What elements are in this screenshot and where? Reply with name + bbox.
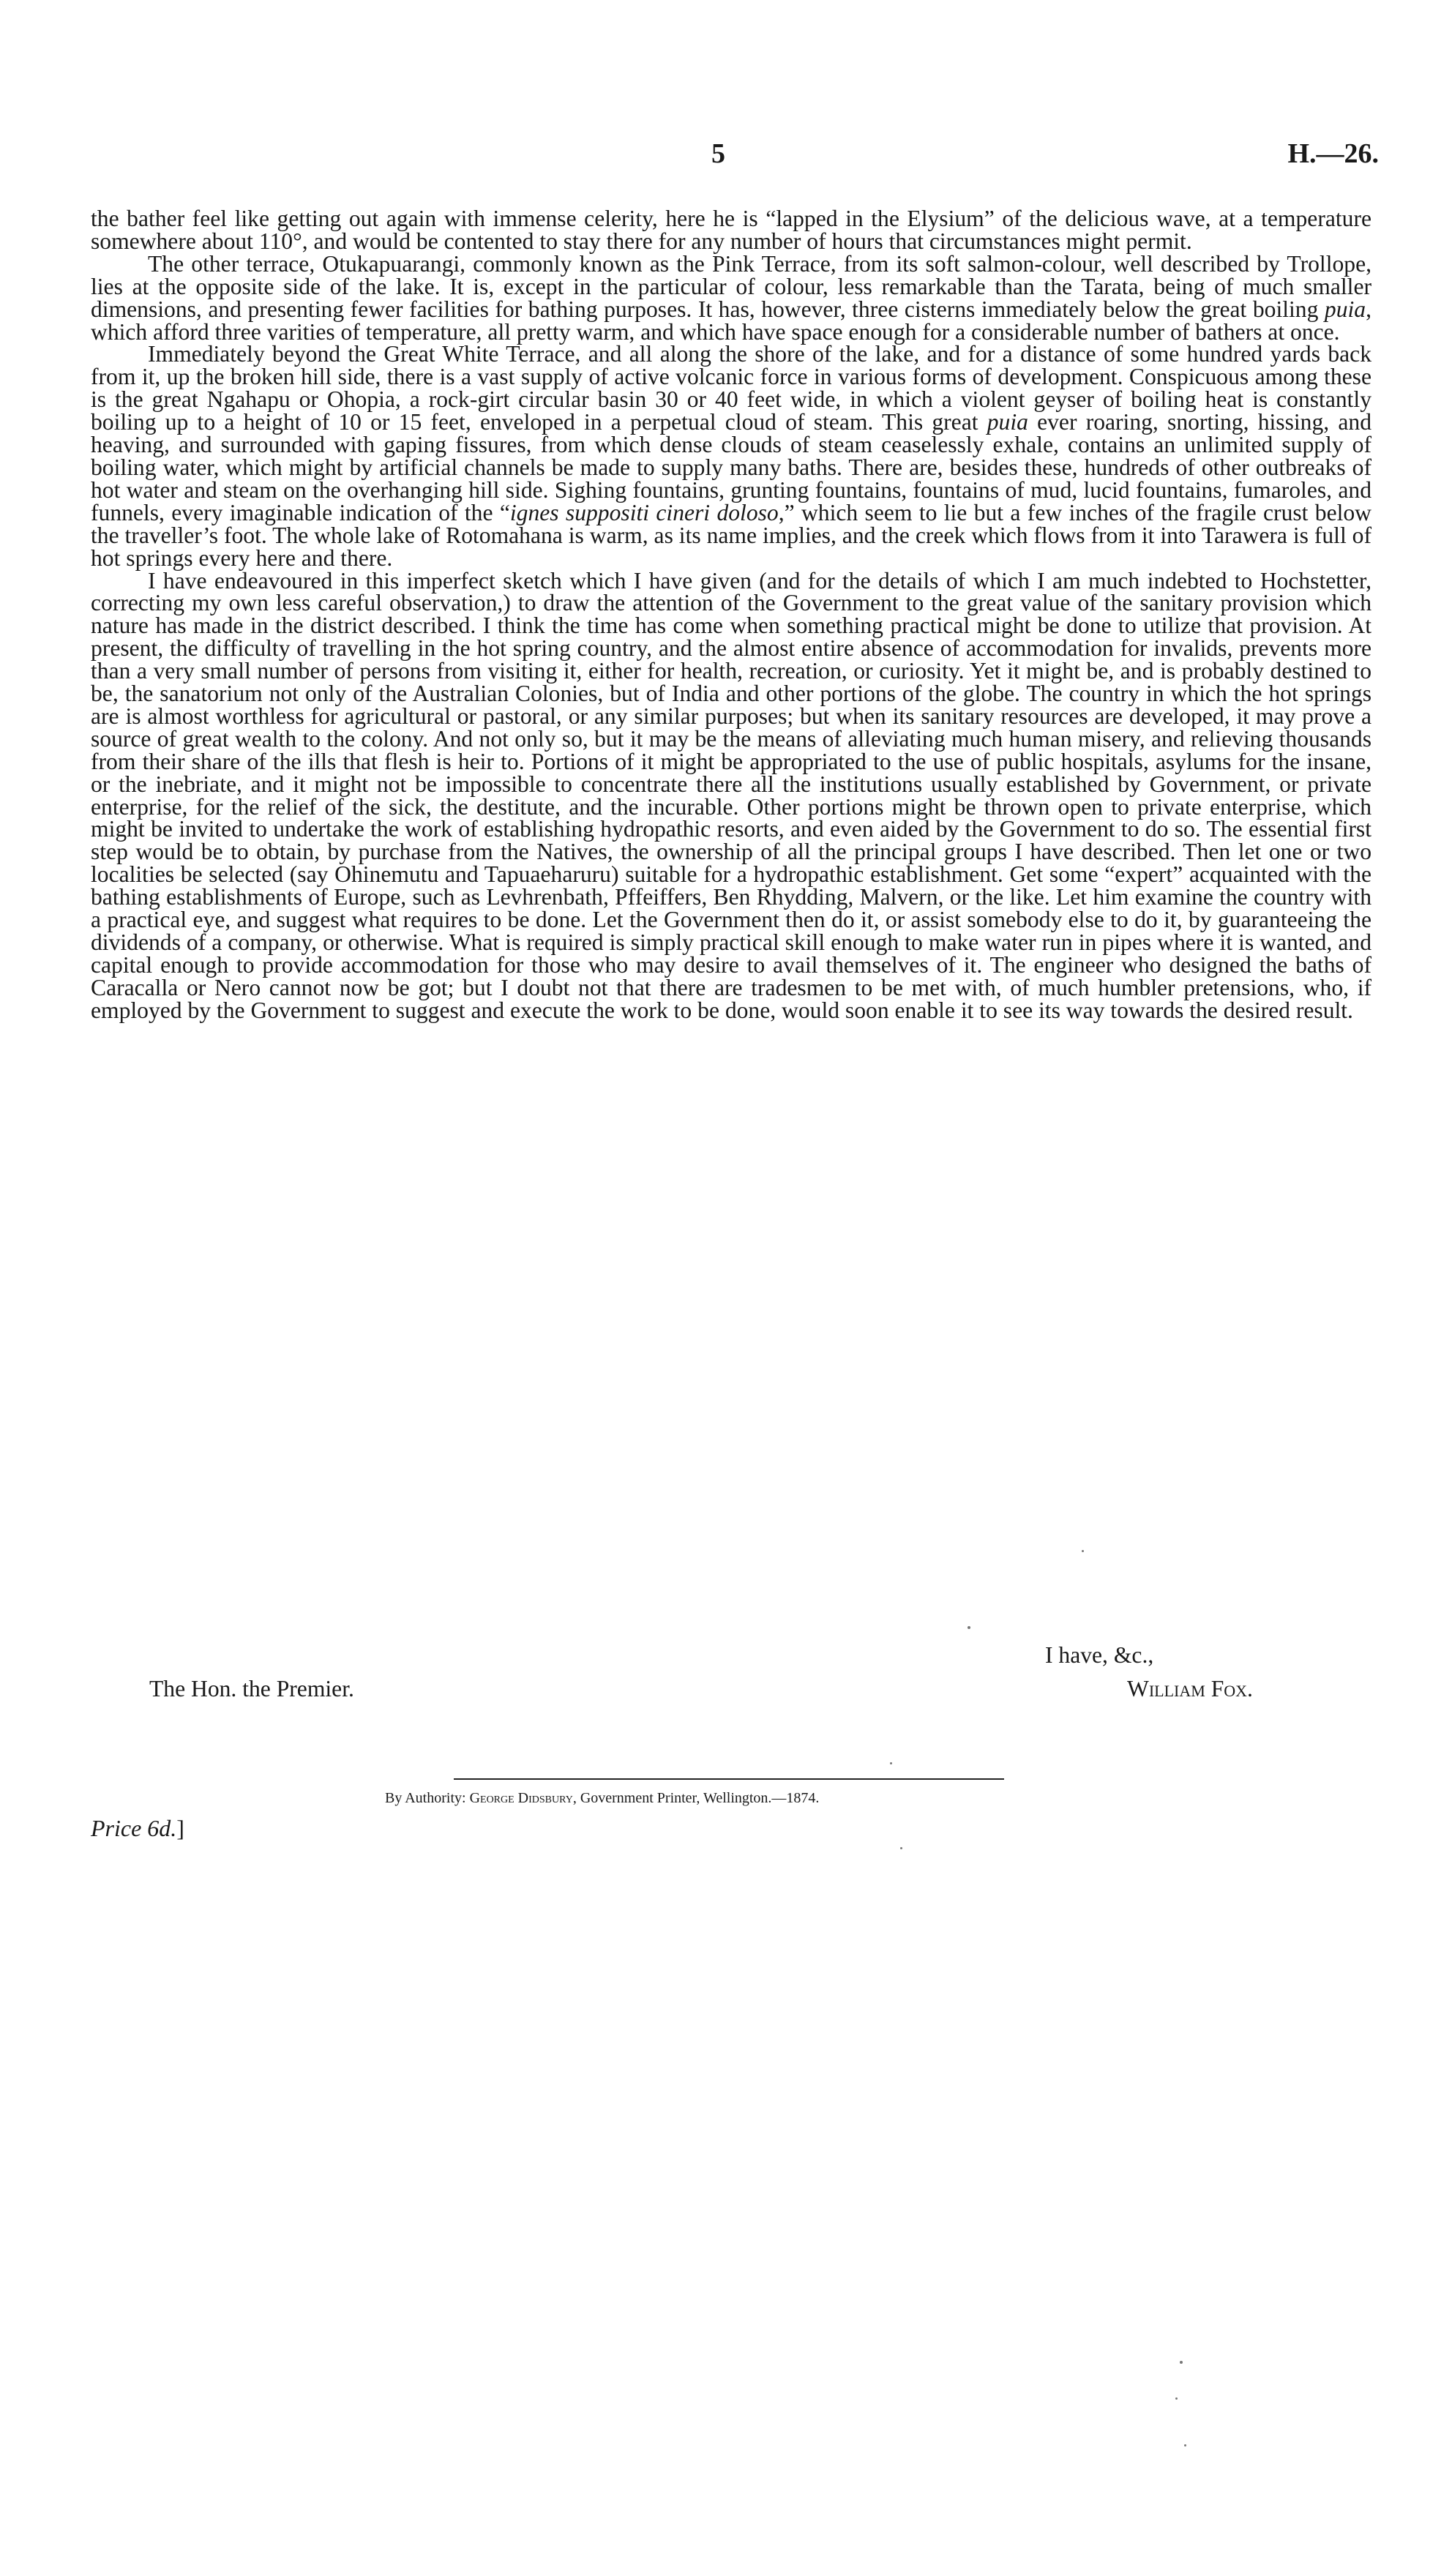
body-text [91, 208, 1371, 1022]
paper-speck [1180, 2361, 1183, 2364]
paragraph-3: Immediately beyond the Great White Terrace, and all along the shore of the lake, and for a distance of some hundred yards back from it, up the broken hill side, there is a vast supply of active volcanic force in various forms of development. Conspicuous among these is the great Ngahapu or Ohopia, a rock-girt circular basin 30 or 40 feet wide, in which a violent geyser of boiling heat is constantly boiling up to a height of 10 or 15 feet, enveloped in a perpetual cloud of steam. This great puia ever roaring, snorting, hissing, and heaving, and surrounded with gaping fissures, from which dense clouds of steam ceaselessly exhale, contains an unlimited supply of boiling water, which might by artificial channels be made to supply many baths. There are, besides these, hundreds of other outbreaks of hot water and steam on the overhanging hill side. Sighing fountains, grunting fountains, fountains of mud, lucid fountains, fumaroles, and funnels, every imaginable indication of the “ignes suppositi cineri doloso,” which seem to lie but a few inches of the fragile crust below the traveller’s foot. The whole lake of Rotomahana is warm, as its name implies, and the creek which flows from it into Tarawera is full of hot springs every here and there. [91, 341, 1372, 571]
price-note: Price 6d.] [91, 1815, 184, 1841]
document-reference: H.—26. [1287, 138, 1379, 169]
printer-imprint: By Authority: George Didsbury, Government Printer, Wellington.—1874. [385, 1790, 820, 1806]
paper-speck [968, 1626, 970, 1629]
paragraph-2: The other terrace, Otukapuarangi, commonly known as the Pink Terrace, from its soft salmon-colour, well described by Trollope, lies at the opposite side of the lake. It is, except in the particular of colour, less remarkable than the Tarata, being of much smaller dimensions, and presenting fewer facilities for bathing purposes. It has, however, three cisterns immediately below the great boiling puia, which afford three varities of temperature, all pretty warm, and which have space enough for a considerable number of bathers at once. [91, 250, 1371, 345]
closing-salutation: I have, &c., [1045, 1642, 1154, 1668]
paragraph-1: the bather feel like getting out again with immense celerity, here he is “lapped in the Elysium” of the delicious wave, at a temperature somewhere about 110°, and would be contented to stay there for any number of hours that circumstances might permit. [91, 206, 1371, 254]
paper-speck [890, 1762, 892, 1764]
paper-speck [1184, 2444, 1186, 2446]
footer-divider [454, 1778, 1004, 1780]
paper-speck [1082, 1550, 1084, 1552]
paragraph-4: I have endeavoured in this imperfect sketch which I have given (and for the details of which I am much indebted to Hochstetter, correcting my own less careful observation,) to draw the attention of the Government to the great value of the sanitary provision which nature has made in the district described. I think the time has come when something practical might be done to utilize that provision. At present, the difficulty of travelling in the hot spring country, and the almost entire absence of accommodation for invalids, prevents more than a very small number of persons from visiting it, either for health, recreation, or curiosity. Yet it might be, and is probably destined to be, the sanatorium not only of the Australian Colonies, but of India and other portions of the globe. The country in which the hot springs are is almost worthless for agricultural or pastoral, or any similar purposes; but when its sanitary resources are developed, it may prove a source of great wealth to the colony. And not only so, but it may be the means of alleviating much human misery, and relieving thousands from their share of the ills that flesh is heir to. Portions of it might be appropriated to the use of public hospitals, asylums for the insane, or the inebriate, and it might not be impossible to concentrate there all the institutions usually established by Government, or private enterprise, for the relief of the sick, the destitute, and the incurable. Other portions might be thrown open to private enterprise, which might be invited to undertake the work of establishing hydropathic resorts, and even aided by the Government to do so. The essential first step would be to obtain, by purchase from the Natives, the ownership of all the principal groups I have described. Then let one or two localities be selected (say Ohinemutu and Tapuaeharuru) suitable for a hydropathic establishment. Get some “expert” acquainted with the bathing establishments of Europe, such as Levhrenbath, Pffeiffers, Ben Rhydding, Malvern, or the like. Let him examine the country with a practical eye, and suggest what requires to be done. Let the Government then do it, or assist somebody else to do it, by guaranteeing the dividends of a company, or otherwise. What is required is simply practical skill enough to make water run in pipes where it is wanted, and capital enough to provide accommodation for those who may desire to avail themselves of it. The engineer who designed the baths of Caracalla or Nero cannot now be got; but I doubt not that there are tradesmen to be met with, of much humbler pretensions, who, if employed by the Government to suggest and execute the work to be done, would soon enable it to see its way towards the desired result. [91, 567, 1371, 1023]
signature: William Fox. [1127, 1676, 1253, 1701]
addressee: The Hon. the Premier. [149, 1676, 354, 1701]
paper-speck [900, 1847, 902, 1849]
page-number: 5 [711, 138, 725, 169]
paper-speck [1175, 2397, 1178, 2400]
